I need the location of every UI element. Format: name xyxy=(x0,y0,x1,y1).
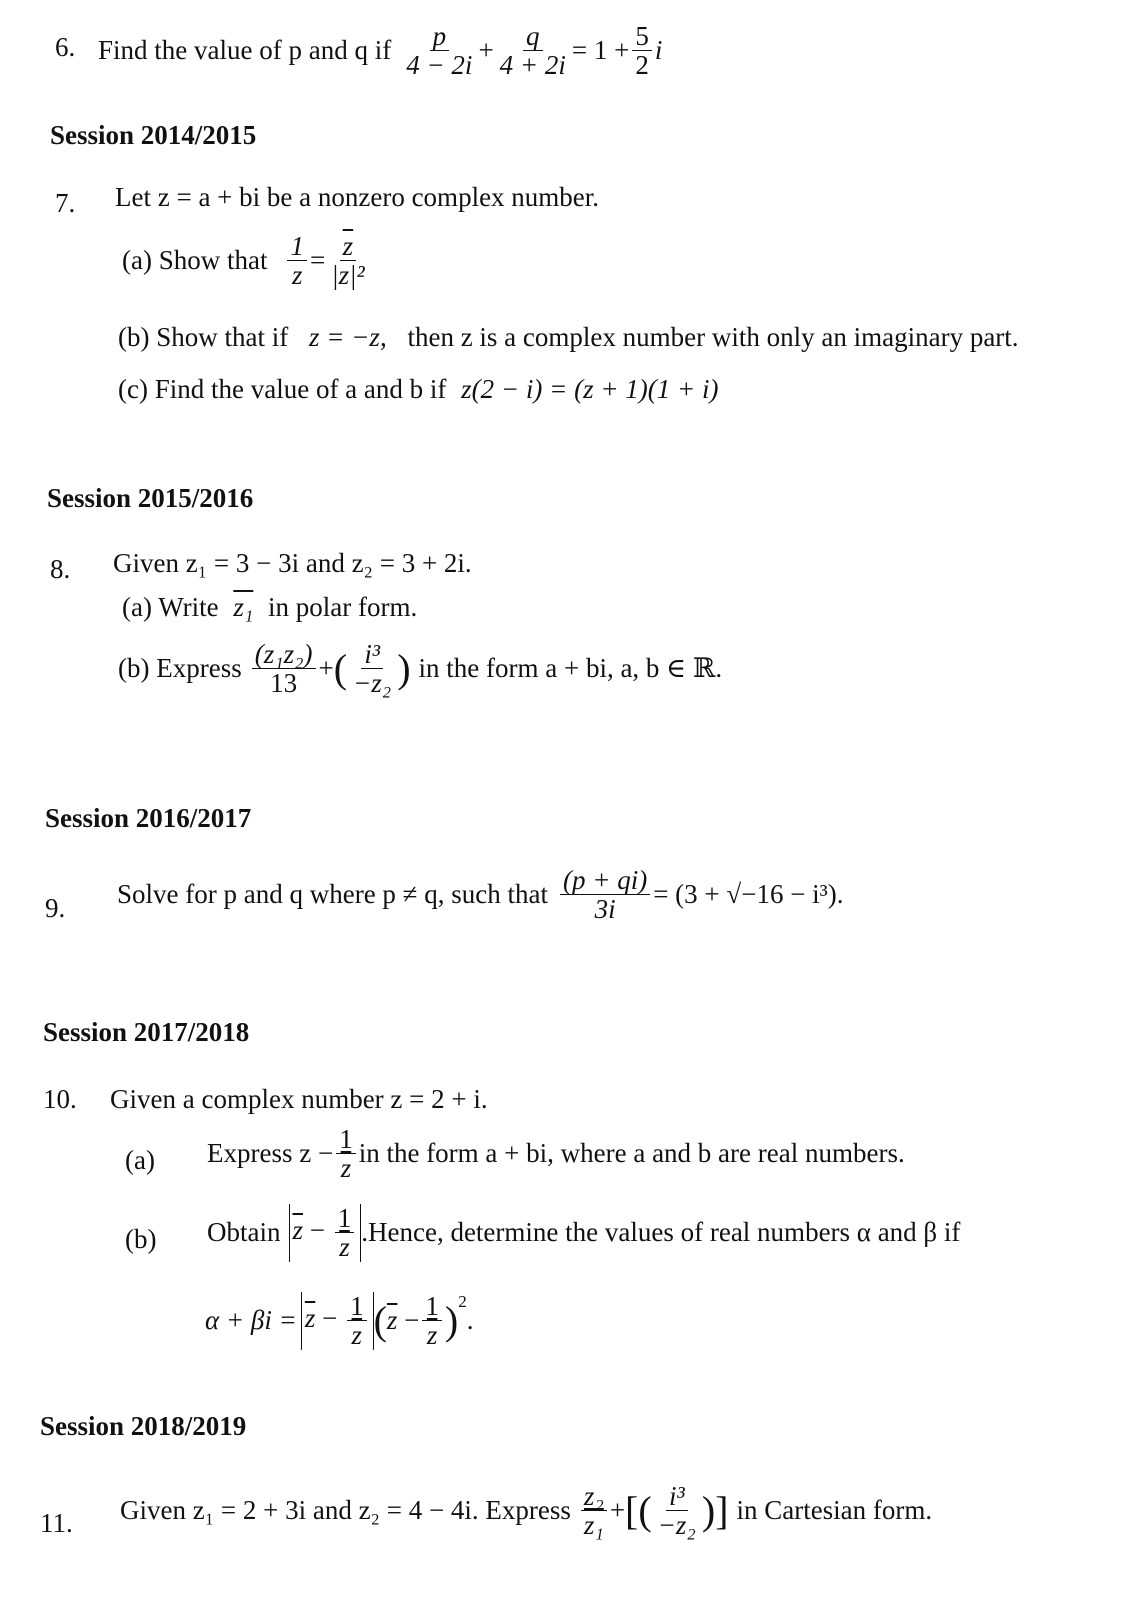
q7b-expr: z = −z, xyxy=(308,322,387,352)
q9-fraction: $\frac{(p + qi)}{3i}$ xyxy=(560,866,650,924)
q11-text: Given z₁ = 2 + 3i and z₂ = 4 − 4i. Express $\frac{\text{z₂}}{\text{z₁}}$ + [( $\frac{\text{i³}}{\text{−z₂}}$ )] in Cartesian form. xyxy=(120,1481,933,1541)
q7c xyxy=(118,374,718,405)
q8a-expr: z₁ xyxy=(233,592,254,622)
q9-text xyxy=(117,866,844,924)
q7c-label: (c) Find the value of a and b if xyxy=(118,374,447,404)
q8b: (b) Express $\frac{\text{(z₁z₂)}}{13}$ + ( $\frac{\text{i³}}{\text{−z₂}}$ ) in the form a + bi, a, b ∈ ℝ. xyxy=(118,639,723,699)
q8b-fraction-2: $\frac{\text{i³}}{\text{−z₂}}$ xyxy=(353,639,392,699)
q8-text: Given z₁ = 3 − 3i and z₂ = 3 + 2i. xyxy=(113,548,472,578)
session-heading-2017: Session 2017/2018 xyxy=(43,1017,250,1047)
q7a: (a) Show that $\frac{1}{z}$ = $\frac{\overline{z}}{\text{|z|²}}$ xyxy=(122,232,371,290)
q7-text: Let z = a + bi be a nonzero complex number. xyxy=(115,182,600,212)
q7a-fraction-1: $\frac{1}{z}$ xyxy=(287,232,307,290)
q8b-text: in the form a + bi, a, b ∈ ℝ. xyxy=(418,653,723,684)
q11-tail: in Cartesian form. xyxy=(736,1495,933,1526)
q11-prompt: Given z₁ = 2 + 3i and z₂ = 4 − 4i. Express xyxy=(120,1495,571,1526)
q10b xyxy=(207,1204,960,1262)
q8-number: 8. xyxy=(50,554,71,584)
q6-text: Find the value of p and q if $\frac{p}{4 - 2i}$ + $\frac{q}{4 + 2i}$ = 1 + $\frac{5}{2}$ i xyxy=(98,21,663,81)
q8a-text: in polar form. xyxy=(268,592,418,622)
q7a-label: (a) Show that xyxy=(122,245,268,276)
q10b-label: (b) xyxy=(125,1224,157,1254)
q6-prompt: Find the value of p and q if xyxy=(98,35,392,66)
q6-rhs: = 1 + xyxy=(571,35,630,66)
q10a-pre: Express z − xyxy=(207,1138,334,1169)
q10b-pre: Obtain xyxy=(207,1217,281,1248)
q11-fraction-1: $\frac{\text{z₂}}{\text{z₁}}$ xyxy=(581,1482,607,1540)
q8a-label: (a) Write xyxy=(122,592,219,622)
q6-number: 6. xyxy=(55,32,76,62)
q7b-text: then z is a complex number with only an imaginary part. xyxy=(407,322,1019,352)
q7c-expr: z(2 − i) = (z + 1)(1 + i) xyxy=(461,374,719,404)
q7b-label: (b) Show that if xyxy=(118,322,289,352)
q6-fraction-2: $\frac{q}{4 + 2i}$ xyxy=(499,21,566,81)
q6-tail: i xyxy=(654,35,663,66)
q6-fraction-3: $\frac{5}{2}$ xyxy=(632,22,652,80)
q7b xyxy=(118,322,1019,353)
session-heading-2015: Session 2015/2016 xyxy=(47,483,254,513)
q6-fraction-1: $\frac{p}{4 - 2i}$ xyxy=(406,21,473,81)
q10-number: 10. xyxy=(43,1084,77,1114)
session-heading-2014: Session 2014/2015 xyxy=(50,120,257,150)
q10a xyxy=(207,1125,905,1183)
q8a xyxy=(122,592,417,623)
q7a-fraction-2: $\frac{\overline{z}}{\text{|z|²}}$ xyxy=(331,231,365,291)
session-heading-2018: Session 2018/2019 xyxy=(40,1411,247,1441)
q11-fraction-2: $\frac{\text{i³}}{\text{−z₂}}$ xyxy=(657,1481,696,1541)
q10b-power: 2 xyxy=(458,1292,467,1311)
q10b-text: .Hence, determine the values of real numbers α and β if xyxy=(361,1217,961,1248)
q10b-eq-lhs: α + βi = xyxy=(205,1305,297,1336)
q10a-label: (a) xyxy=(125,1145,155,1175)
q8b-fraction-1: $\frac{\text{(z₁z₂)}}{13}$ xyxy=(252,640,316,698)
q10b-eq-modulus: $\overline{z}$ − $\frac{1}{z}$ xyxy=(301,1292,374,1350)
q10b-modulus: $\overline{z}$ − $\frac{1}{z}$ xyxy=(289,1204,362,1262)
q11-number: 11. xyxy=(40,1508,73,1538)
q10a-fraction: $\frac{1}{z}$ xyxy=(336,1125,356,1183)
q7-number: 7. xyxy=(55,188,76,218)
q9-prompt: Solve for p and q where p ≠ q, such that xyxy=(117,879,548,910)
q8b-label: (b) Express xyxy=(118,653,242,684)
q9-rhs: = (3 + √−16 − i³). xyxy=(653,879,844,910)
q10-text: Given a complex number z = 2 + i. xyxy=(110,1084,488,1114)
session-heading-2016: Session 2016/2017 xyxy=(45,803,252,833)
q9-number: 9. xyxy=(45,893,66,923)
q10a-text: in the form a + bi, where a and b are real numbers. xyxy=(358,1138,905,1169)
q10b-equation: α + βi = $\overline{z}$ − $\frac{1}{z}$ ( $\overline{z}$ − $\frac{1}{z}$ ) $^2$ . xyxy=(205,1291,474,1351)
q10b-fraction: $\frac{1}{z}$ xyxy=(335,1204,355,1262)
